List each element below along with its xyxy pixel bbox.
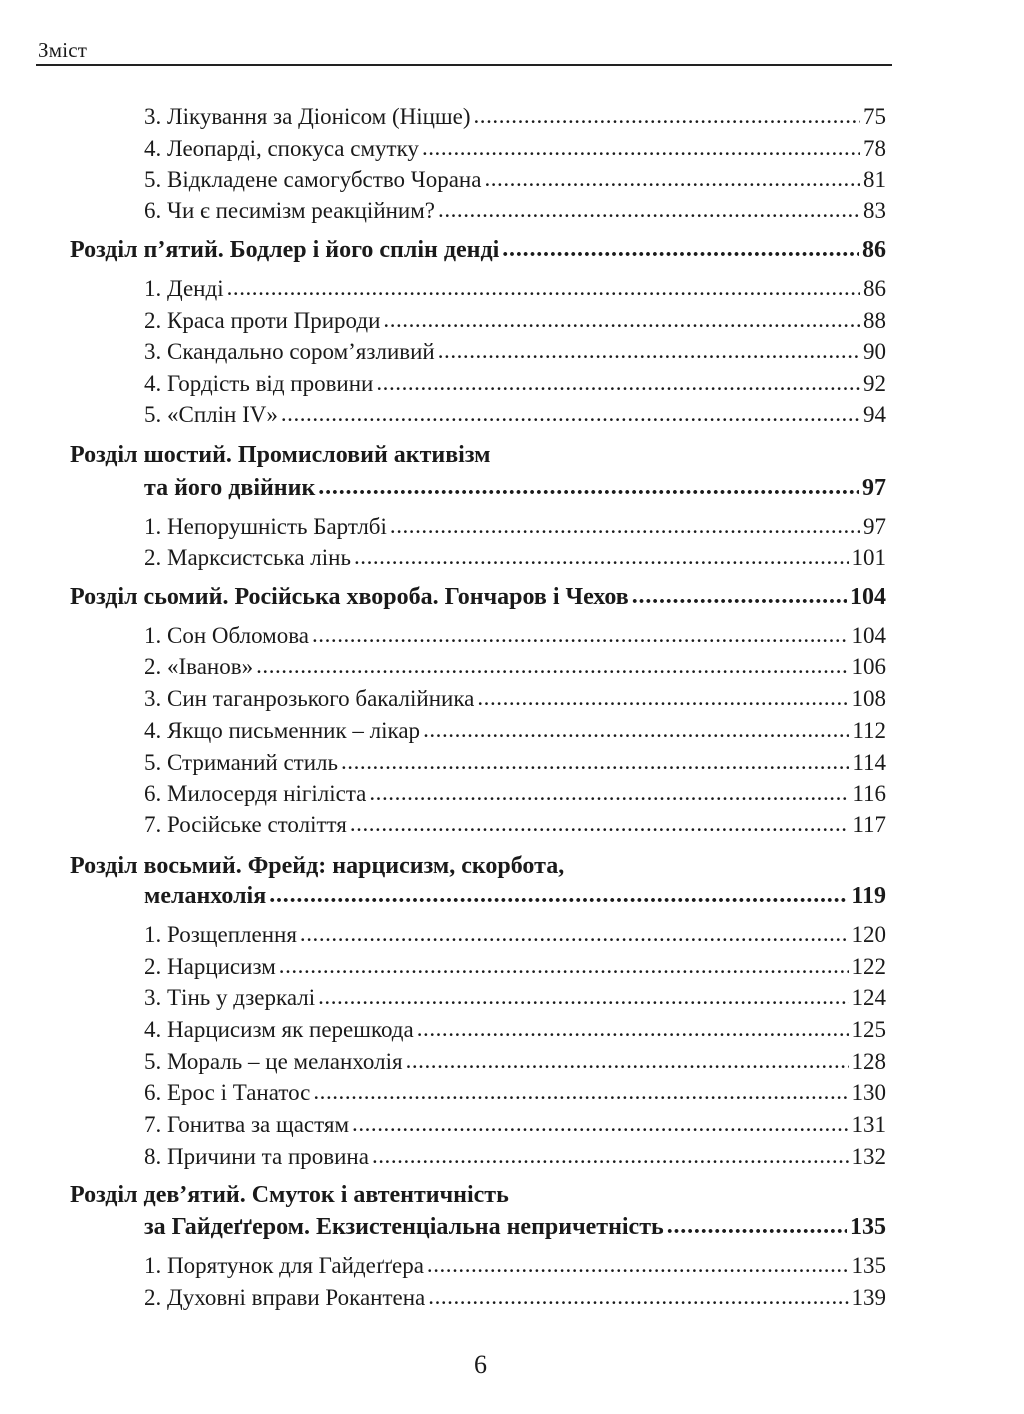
dot-leader xyxy=(372,1143,849,1169)
toc-entry[interactable] xyxy=(144,545,886,571)
dot-leader xyxy=(300,921,849,947)
toc-entry[interactable] xyxy=(144,686,886,712)
dot-leader xyxy=(422,135,860,161)
toc-entry-label: 6. Ерос і Танатос xyxy=(144,1080,311,1105)
dot-leader xyxy=(269,882,848,909)
toc-entry[interactable] xyxy=(144,985,886,1011)
dot-leader xyxy=(352,1111,848,1137)
toc-chapter-8[interactable] xyxy=(144,883,886,910)
toc-entry[interactable] xyxy=(144,954,886,980)
toc-entry[interactable] xyxy=(144,276,886,302)
toc-entry-page: 128 xyxy=(851,1049,886,1074)
toc-entry[interactable] xyxy=(144,1080,886,1106)
toc-entry[interactable] xyxy=(144,718,886,744)
toc-entry-label: 4. Гордість від провини xyxy=(144,371,374,396)
toc-entry-page: 125 xyxy=(851,1017,886,1042)
dot-leader xyxy=(417,1016,849,1042)
dot-leader xyxy=(376,370,860,396)
dot-leader xyxy=(227,275,860,301)
toc-entry-page: 92 xyxy=(863,371,886,396)
toc-entry-page: 83 xyxy=(863,198,886,223)
toc-entry-page: 97 xyxy=(863,514,886,539)
dot-leader xyxy=(341,749,849,775)
toc-entry-label: 6. Милосердя нігіліста xyxy=(144,781,367,806)
toc-entry[interactable] xyxy=(144,1144,886,1170)
dot-leader xyxy=(281,401,860,427)
chapter-title: Розділ п’ятий. Бодлер і його сплін денді xyxy=(70,237,500,263)
toc-entry-page: 94 xyxy=(863,402,886,427)
toc-entry-label: 1. Розщеплення xyxy=(144,922,297,947)
dot-leader xyxy=(477,685,848,711)
toc-chapter-5[interactable] xyxy=(70,237,886,264)
toc-entry-page: 131 xyxy=(851,1112,886,1137)
chapter-title: Розділ сьомий. Російська хвороба. Гончаров і Чехов xyxy=(70,584,629,610)
toc-entry-label: 3. Скандально сором’язливий xyxy=(144,339,435,364)
toc-entry-page: 90 xyxy=(863,339,886,364)
chapter-page: 119 xyxy=(851,883,886,909)
toc-entry-label: 7. Гонитва за щастям xyxy=(144,1112,350,1137)
toc-entry-label: 2. Нарцисизм xyxy=(144,954,276,979)
dot-leader xyxy=(474,103,861,129)
dot-leader xyxy=(438,197,860,223)
toc-entry[interactable] xyxy=(144,1112,886,1138)
toc-entry-page: 130 xyxy=(851,1080,886,1105)
dot-leader xyxy=(438,338,860,364)
toc-entry-label: 4. Нарцисизм як перешкода xyxy=(144,1017,414,1042)
toc-entry-label: 3. Син таганрозького бакалійника xyxy=(144,686,475,711)
toc-entry[interactable] xyxy=(144,1285,886,1311)
toc-entry-label: 3. Лікування за Діонісом (Ніцше) xyxy=(144,104,471,129)
dot-leader xyxy=(423,717,849,743)
toc-entry-page: 120 xyxy=(851,922,886,947)
toc-entry-page: 88 xyxy=(863,308,886,333)
dot-leader xyxy=(427,1252,849,1278)
dot-leader xyxy=(312,622,849,648)
dot-leader xyxy=(632,583,847,610)
dot-leader xyxy=(383,307,860,333)
dot-leader xyxy=(369,780,849,806)
toc-entry-page: 86 xyxy=(863,276,886,301)
toc-entry-label: 2. Краса проти Природи xyxy=(144,308,381,333)
toc-entry[interactable] xyxy=(144,198,886,224)
dot-leader xyxy=(502,236,859,263)
header-rule xyxy=(36,64,892,66)
dot-leader xyxy=(667,1213,847,1240)
toc-entry[interactable] xyxy=(144,750,886,776)
toc-entry-page: 81 xyxy=(863,167,886,192)
toc-entry-label: 2. Духовні вправи Рокантена xyxy=(144,1285,426,1310)
toc-entry-page: 78 xyxy=(863,136,886,161)
toc-entry-label: 1. Непорушність Бартлбі xyxy=(144,514,387,539)
toc-entry-page: 139 xyxy=(851,1285,886,1310)
toc-entry-label: 3. Тінь у дзеркалі xyxy=(144,985,316,1010)
toc-entry-label: 7. Російське століття xyxy=(144,812,347,837)
toc-entry[interactable] xyxy=(144,136,886,162)
toc-entry-label: 6. Чи є песимізм реакційним? xyxy=(144,198,436,223)
toc-entry[interactable] xyxy=(144,623,886,649)
toc-entry-label: 1. Денді xyxy=(144,276,224,301)
toc-entry-page: 104 xyxy=(851,623,886,648)
toc-entry-label: 2. Марксистська лінь xyxy=(144,545,351,570)
chapter-6-title-line1[interactable]: Розділ шостий. Промисловий активізм xyxy=(70,442,491,468)
toc-entry-page: 101 xyxy=(851,545,886,570)
toc-chapter-9[interactable] xyxy=(144,1214,886,1241)
toc-chapter-6[interactable] xyxy=(144,475,886,502)
toc-entry-page: 114 xyxy=(852,750,886,775)
dot-leader xyxy=(279,953,849,979)
chapter-page: 97 xyxy=(862,475,886,501)
toc-entry-label: 2. «Іванов» xyxy=(144,654,254,679)
dot-leader xyxy=(428,1284,848,1310)
toc-entry-label: 4. Якщо письменник – лікар xyxy=(144,718,421,743)
toc-entry-page: 132 xyxy=(851,1144,886,1169)
chapter-8-title-line1[interactable]: Розділ восьмий. Фрейд: нарцисизм, скорбота, xyxy=(70,853,565,879)
dot-leader xyxy=(256,653,848,679)
chapter-page: 86 xyxy=(862,237,886,263)
toc-entry[interactable] xyxy=(144,1253,886,1279)
chapter-title-line2: меланхолія xyxy=(144,883,267,909)
chapter-page: 104 xyxy=(850,584,886,610)
chapter-9-title-line1[interactable]: Розділ дев’ятий. Смуток і автентичність xyxy=(70,1182,509,1208)
dot-leader xyxy=(354,544,849,570)
toc-entry-page: 108 xyxy=(851,686,886,711)
toc-entry[interactable] xyxy=(144,339,886,365)
toc-entry-label: 8. Причини та провина xyxy=(144,1144,369,1169)
toc-entry[interactable] xyxy=(144,812,886,838)
chapter-page: 135 xyxy=(850,1214,886,1240)
toc-entry-label: 4. Леопарді, спокуса смутку xyxy=(144,136,419,161)
toc-entry[interactable] xyxy=(144,1049,886,1075)
toc-entry-page: 112 xyxy=(852,718,886,743)
chapter-title-line2: за Гайдеґґером. Екзистенціальна непричетність xyxy=(144,1214,664,1240)
dot-leader xyxy=(313,1079,848,1105)
dot-leader xyxy=(350,811,849,837)
toc-entry-page: 124 xyxy=(851,985,886,1010)
page-number: 6 xyxy=(474,1350,487,1379)
toc-entry-label: 5. «Сплін IV» xyxy=(144,402,278,427)
dot-leader xyxy=(318,984,848,1010)
dot-leader xyxy=(406,1048,849,1074)
toc-entry-page: 117 xyxy=(852,812,886,837)
toc-entry-page: 135 xyxy=(851,1253,886,1278)
toc-entry-label: 1. Порятунок для Гайдеґґера xyxy=(144,1253,424,1278)
running-head: Зміст xyxy=(38,38,88,62)
toc-entry[interactable] xyxy=(144,1017,886,1043)
toc-entry-label: 1. Сон Обломова xyxy=(144,623,309,648)
toc-entry-page: 116 xyxy=(852,781,886,806)
toc-entry[interactable] xyxy=(144,371,886,397)
toc-entry[interactable] xyxy=(144,402,886,428)
toc-entry[interactable] xyxy=(144,104,886,130)
chapter-title-line2: та його двійник xyxy=(144,475,316,501)
toc-entry[interactable] xyxy=(144,922,886,948)
toc-entry[interactable] xyxy=(144,167,886,193)
dot-leader xyxy=(484,166,860,192)
toc-entry-page: 75 xyxy=(863,104,886,129)
toc-entry-label: 5. Стриманий стиль xyxy=(144,750,338,775)
toc-entry[interactable] xyxy=(144,781,886,807)
toc-entry[interactable] xyxy=(144,654,886,680)
toc-entry[interactable] xyxy=(144,514,886,540)
toc-chapter-7[interactable] xyxy=(70,584,886,611)
toc-entry-page: 122 xyxy=(851,954,886,979)
toc-entry-page: 106 xyxy=(851,654,886,679)
dot-leader xyxy=(390,513,860,539)
toc-entry-label: 5. Мораль – це меланхолія xyxy=(144,1049,403,1074)
toc-entry[interactable] xyxy=(144,308,886,334)
dot-leader xyxy=(318,474,859,501)
toc-entry-label: 5. Відкладене самогубство Чорана xyxy=(144,167,482,192)
